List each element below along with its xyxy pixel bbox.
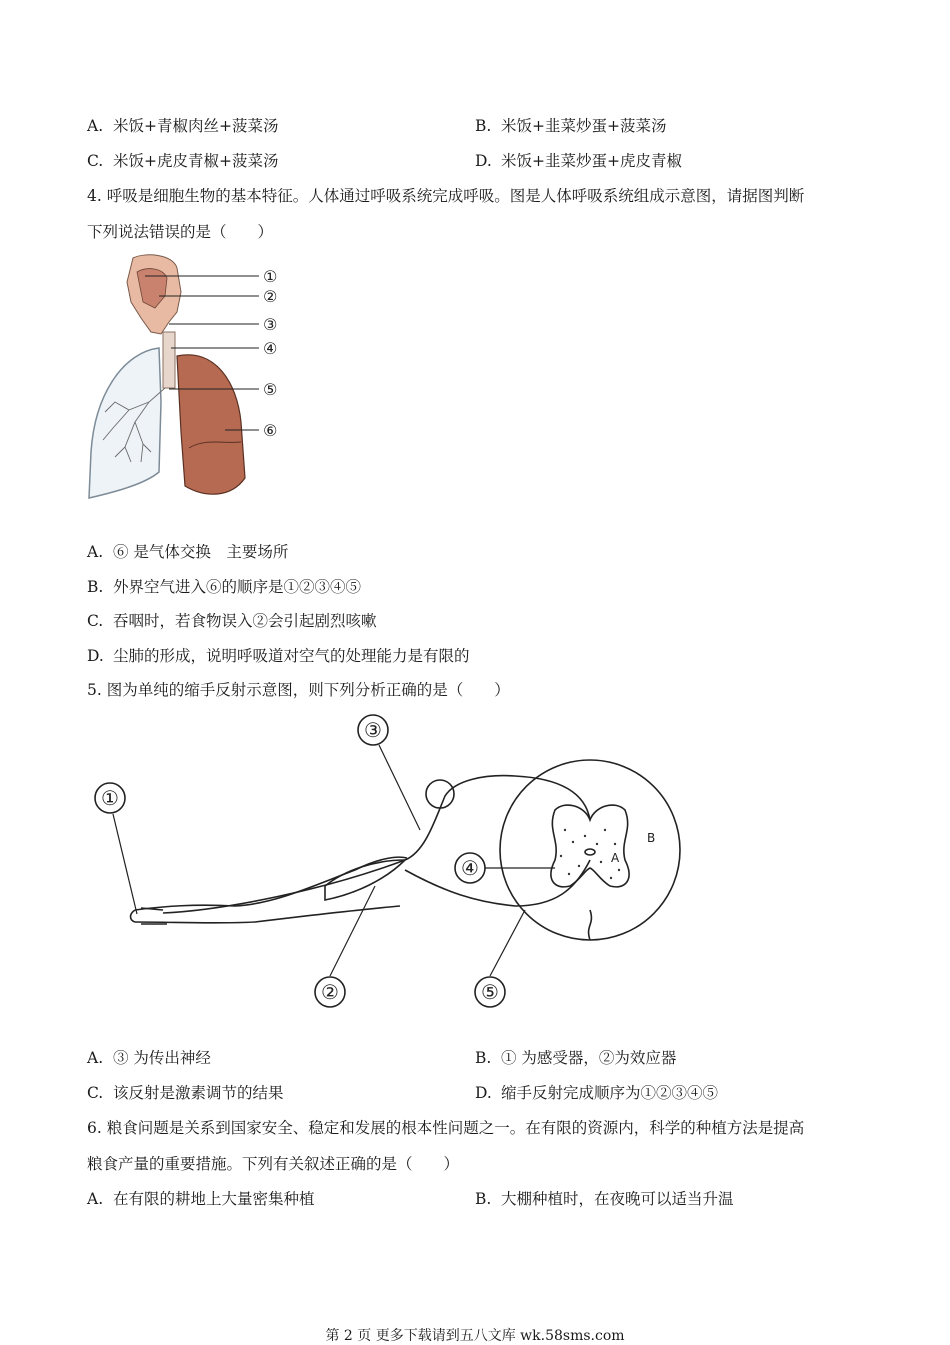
right-lung-shape — [177, 355, 245, 494]
q4-option-b: B. 外界空气进入⑥的顺序是①②③④⑤ — [87, 578, 362, 596]
q6-stem-line1: 6. 粮食问题是关系到国家安全、稳定和发展的根本性问题之一。在有限的资源内，科学的种植方法是提高 — [87, 1119, 805, 1137]
q5-option-d: D. 缩手反射完成顺序为①②③④⑤ — [475, 1084, 719, 1102]
reflex-label-4: ④ — [461, 856, 479, 880]
label-1: ① — [263, 267, 278, 286]
reflex-label-b: B — [647, 831, 656, 845]
q3-option-d: D. 米饭+韭菜炒蛋+虎皮青椒 — [475, 152, 682, 170]
q5-option-a: A. ③ 为传出神经 — [87, 1049, 211, 1067]
q3-option-c: C. 米饭+虎皮青椒+菠菜汤 — [87, 152, 279, 170]
reflex-arc-drawing — [95, 715, 680, 1007]
q4-stem-line2: 下列说法错误的是（ ） — [87, 223, 274, 241]
reflex-label-5: ⑤ — [481, 980, 499, 1004]
left-lung-shape — [89, 348, 161, 498]
q3-option-b: B. 米饭+韭菜炒蛋+菠菜汤 — [475, 117, 667, 135]
trachea-shape — [163, 332, 175, 388]
reflex-arc-figure — [85, 710, 695, 1020]
page-footer: 第 2 页 更多下载请到五八文库 wk.58sms.com — [325, 1328, 625, 1344]
q4-option-d: D. 尘肺的形成，说明呼吸道对空气的处理能力是有限的 — [87, 647, 470, 665]
q5-option-c: C. 该反射是激素调节的结果 — [87, 1084, 284, 1102]
q4-option-a: A. ⑥ 是气体交换 主要场所 — [87, 543, 289, 561]
q6-stem-line2: 粮食产量的重要措施。下列有关叙述正确的是（ ） — [87, 1155, 460, 1173]
q4-option-c: C. 吞咽时，若食物误入②会引起剧烈咳嗽 — [87, 612, 377, 630]
reflex-label-3: ③ — [364, 718, 382, 742]
reflex-label-a: A — [611, 851, 620, 865]
reflex-leader-lines — [113, 745, 555, 976]
reflex-label-1: ① — [101, 786, 119, 810]
q5-stem: 5. 图为单纯的缩手反射示意图，则下列分析正确的是（ ） — [87, 681, 510, 699]
respiratory-system-figure — [85, 252, 295, 504]
label-4: ④ — [263, 339, 278, 358]
q3-option-a: A. 米饭+青椒肉丝+菠菜汤 — [87, 117, 279, 135]
q5-option-b: B. ① 为感受器，②为效应器 — [475, 1049, 677, 1067]
q6-option-a: A. 在有限的耕地上大量密集种植 — [87, 1190, 315, 1208]
q4-stem-line1: 4. 呼吸是细胞生物的基本特征。人体通过呼吸系统完成呼吸。图是人体呼吸系统组成示意图，请据图判断 — [87, 187, 805, 205]
q6-option-b: B. 大棚种植时，在夜晚可以适当升温 — [475, 1190, 734, 1208]
label-2: ② — [263, 287, 278, 306]
label-6: ⑥ — [263, 421, 278, 440]
reflex-label-2: ② — [321, 980, 339, 1004]
label-3: ③ — [263, 315, 278, 334]
label-5: ⑤ — [263, 380, 278, 399]
